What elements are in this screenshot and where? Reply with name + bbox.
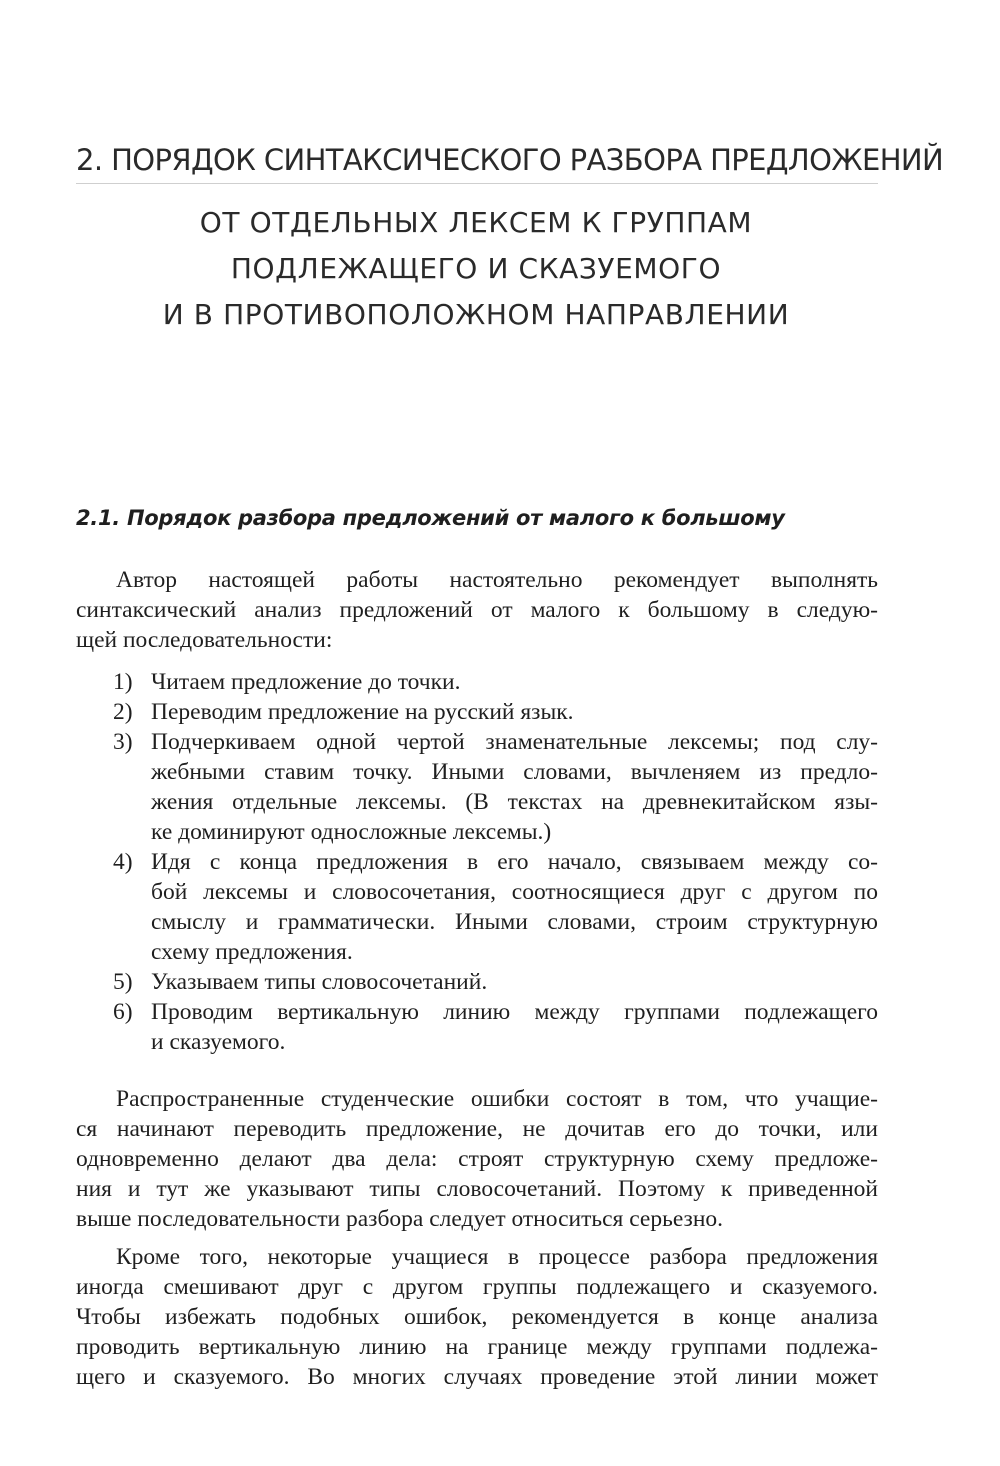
chapter-subtitle (76, 200, 876, 338)
text-line: и сказуемого. (151, 1029, 286, 1055)
text-line: синтаксический анализ предложений от малого к большому в следую- (76, 597, 878, 623)
text-line: бой лексемы и словосочетания, соотносящиеся друг с другом по (151, 879, 878, 905)
text-line: Чтобы избежать подобных ошибок, рекомендуется в конце анализа (76, 1304, 878, 1330)
list-item (76, 967, 878, 997)
text-line: Распространенные студенческие ошибки состоят в том, что учащие- (116, 1086, 878, 1112)
text-line: ся начинают переводить предложение, не дочитав его до точки, или (76, 1116, 878, 1142)
list-item (76, 997, 878, 1057)
text-line: Подчеркиваем одной чертой знаменательные лексемы; под слу- (151, 729, 878, 755)
text-line: щей последовательности: (76, 627, 333, 653)
list-item-number: 6) (113, 999, 133, 1025)
list-item-number: 3) (113, 729, 133, 755)
text-line: Идя с конца предложения в его начало, связываем между со- (151, 849, 878, 875)
text-line: Читаем предложение до точки. (151, 669, 461, 695)
chapter-title: 2. ПОРЯДОК СИНТАКСИЧЕСКОГО РАЗБОРА ПРЕДЛОЖЕНИЙ (76, 143, 944, 177)
section-heading: 2.1. Порядок разбора предложений от малого к большому (76, 506, 785, 530)
text-line: схему предложения. (151, 939, 353, 965)
subtitle-line: ОТ ОТДЕЛЬНЫХ ЛЕКСЕМ К ГРУППАМ (199, 206, 753, 239)
text-line: Указываем типы словосочетаний. (151, 969, 488, 995)
steps-list (76, 667, 878, 1057)
text-line: ке доминируют односложные лексемы.) (151, 819, 552, 845)
subtitle-line: И В ПРОТИВОПОЛОЖНОМ НАПРАВЛЕНИИ (162, 298, 790, 331)
paragraph (76, 1084, 878, 1234)
text-line: смыслу и грамматически. Иными словами, строим структурную (151, 909, 878, 935)
text-line: Автор настоящей работы настоятельно рекомендует выполнять (116, 567, 878, 593)
list-item (76, 727, 878, 847)
text-line: ния и тут же указывают типы словосочетаний. Поэтому к приведенной (76, 1176, 878, 1202)
list-item-number: 5) (113, 969, 133, 995)
text-line: Кроме того, некоторые учащиеся в процессе разбора предложения (116, 1244, 878, 1270)
text-line: Проводим вертикальную линию между группами подлежащего (151, 999, 878, 1025)
text-line: выше последовательности разбора следует относиться серьезно. (76, 1206, 724, 1232)
subtitle-line: ПОДЛЕЖАЩЕГО И СКАЗУЕМОГО (230, 252, 722, 285)
list-item (76, 667, 878, 697)
list-item (76, 847, 878, 967)
text-line: жебными ставим точку. Иными словами, вычленяем из предло- (151, 759, 878, 785)
list-item-number: 2) (113, 699, 133, 725)
text-line: щего и сказуемого. Во многих случаях проведение этой линии может (76, 1364, 878, 1390)
paragraph (76, 1242, 878, 1392)
text-line: одновременно делают два дела: строят структурную схему предложе- (76, 1146, 878, 1172)
intro-paragraph (76, 565, 878, 655)
text-line: иногда смешивают друг с другом группы подлежащего и сказуемого. (76, 1274, 878, 1300)
text-line: Переводим предложение на русский язык. (151, 699, 574, 725)
list-item-number: 4) (113, 849, 133, 875)
list-item (76, 697, 878, 727)
list-item-number: 1) (113, 669, 133, 695)
text-line: жения отдельные лексемы. (В текстах на древнекитайском язы- (151, 789, 878, 815)
text-line: проводить вертикальную линию на границе между группами подлежа- (76, 1334, 878, 1360)
chapter-title-rule (76, 183, 878, 184)
